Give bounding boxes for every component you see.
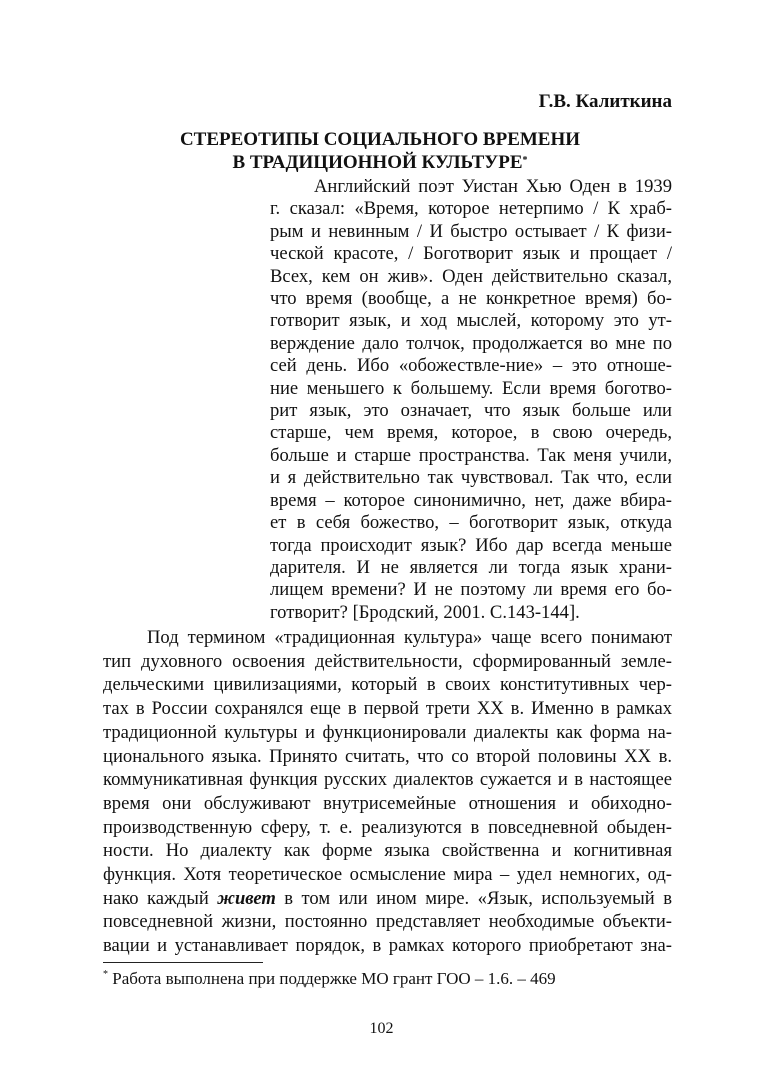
text-line: функция. Хотя теоретическое осмысление мира – удел немногих, од- [103, 864, 672, 886]
text-line: г. сказал: «Время, которое нетерпимо / К храб- [270, 198, 672, 220]
text-line: Под термином «традиционная культура» чаще всего понимают [147, 627, 672, 648]
text-line: лищем времени? И не поэтому ли время его бо- [270, 579, 672, 601]
page-number: 102 [369, 1020, 394, 1037]
text-line: готворит язык, и ход мыслей, которому это ут- [270, 310, 672, 332]
text-line: тах в России сохранялся еще в первой трети XX в. Именно в рамках [103, 698, 672, 720]
text-line: время – которое синонимично, нет, даже вбира- [270, 489, 672, 511]
text-line: ности. Но диалекту как форме языка свойственна и когнитивная [103, 840, 672, 862]
author-name: Г.В. Калиткина [538, 91, 672, 112]
text-line: тип духовного освоения действительности, сформированный земле- [103, 650, 672, 672]
footnote-mark: * [103, 969, 108, 980]
body-text [103, 626, 672, 958]
text-line: Английский поэт Уистан Хью Оден в 1939 [314, 176, 672, 197]
text-line: рит язык, это означает, что язык больше или [270, 400, 672, 422]
text-segment: в том или ином мире. «Язык, используемый в [275, 887, 672, 909]
text-line: сей день. Ибо «обожествле-ние» – это отноше- [270, 355, 672, 377]
text-line: ние меньшего к большему. Если время боготво- [270, 377, 672, 399]
footnote-divider [103, 962, 263, 963]
text-line: дарителя. И не является ли тогда язык храни- [270, 556, 672, 578]
text-line: производственную сферу, т. е. реализуются в повседневной обыден- [103, 816, 672, 838]
text-line: вации и устанавливает порядок, в рамках которого приобретают зна- [103, 935, 672, 957]
text-line: Всех, кем он жив». Оден действительно сказал, [270, 265, 672, 287]
text-line [103, 887, 672, 911]
text-line: больше и старше пространства. Так меня учили, [270, 444, 672, 466]
text-line: старше, чем время, которое, в свою очередь, [270, 422, 672, 444]
text-line: рым и невинным / И быстро остывает / К физи- [270, 220, 672, 242]
text-line: дельческими цивилизациями, который в своих конститутивных чер- [103, 674, 672, 696]
text-line: готворит? [Бродский, 2001. С.143-144]. [270, 601, 580, 623]
emphasized-word: живет [217, 887, 276, 909]
text-line: тогда происходит язык? Ибо дар всегда меньше [270, 534, 672, 556]
text-line: ет в себя божество, – боготворит язык, откуда [270, 512, 672, 534]
title-text: В ТРАДИЦИОННОЙ КУЛЬТУРЕ [232, 152, 523, 173]
text-line: верждение дало толчок, продолжается во мне по [270, 332, 672, 354]
text-line: традиционной культуры и функционировали диалекты как форма на- [103, 721, 672, 743]
epigraph [270, 176, 672, 624]
text-line: коммуникативная функция русских диалектов сужается и в настоящее [103, 769, 672, 791]
footnote-mark: * [522, 155, 528, 166]
title-line [100, 151, 660, 174]
footnote [103, 969, 556, 989]
text-line: ционального языка. Принято считать, что со второй половины XX в. [103, 745, 672, 767]
text-line: повседневной жизни, постоянно представляет необходимые объекти- [103, 911, 672, 933]
title-line: СТЕРЕОТИПЫ СОЦИАЛЬНОГО ВРЕМЕНИ [179, 129, 581, 150]
article-title [100, 128, 660, 174]
text-line: ческой красоте, / Боготворит язык и прощает / [270, 243, 672, 265]
text-line: и я действительно так чувствовал. Так что, если [270, 467, 672, 489]
text-line: время они обслуживают внутрисемейные отношения и обиходно- [103, 792, 672, 814]
footnote-text: Работа выполнена при поддержке МО грант ГОО – 1.6. – 469 [112, 969, 556, 988]
text-line: что время (вообще, а не конкретное время) бо- [270, 288, 672, 310]
text-segment: нако каждый [103, 887, 218, 909]
